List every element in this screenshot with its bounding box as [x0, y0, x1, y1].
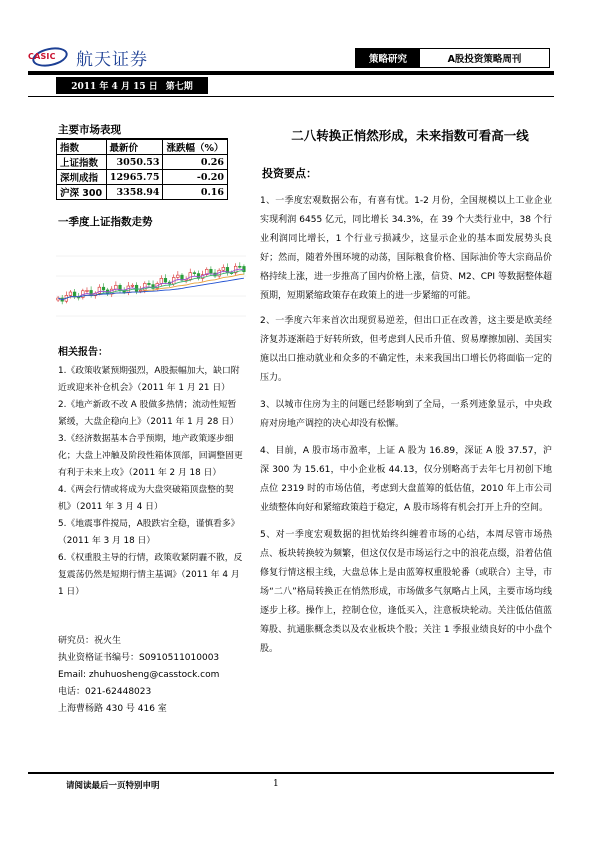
index-name: 深圳成指: [57, 170, 107, 185]
email-link[interactable]: Email: zhuhuosheng@casstock.com: [58, 670, 220, 680]
report-headline: 二八转换正悄然形成，未来指数可看高一线: [291, 128, 529, 143]
analyst-contact: [58, 633, 248, 718]
candle-body: [102, 287, 105, 290]
candle-body: [139, 290, 142, 291]
company-logo: [28, 44, 148, 70]
date-bar: [56, 77, 208, 94]
disclaimer-note: 请阅读最后一页特别申明: [66, 781, 160, 791]
license-number: 执业资格证书编号：S0910511010003: [58, 653, 220, 663]
index-price: 3358.94: [106, 185, 163, 200]
candle-body: [69, 292, 72, 295]
candle-body: [148, 283, 151, 284]
candle-body: [189, 273, 192, 280]
candle-body: [193, 273, 196, 274]
market-section-title: 主要市场表现: [58, 124, 121, 136]
table-row: [57, 155, 228, 170]
index-name: 沪深 300: [57, 185, 107, 200]
report-body: [260, 192, 552, 665]
related-report-item: 2.《地产新政不改 A 股做多热情；流动性短暂紧缓，大盘企稳向上》（2011 年 1 月 28 日）: [58, 400, 239, 427]
related-report-item: 1.《政策收紧预期强烈，A股振幅加大，缺口附近或迎来补仓机会》（2011 年 1 月 21 日）: [58, 366, 240, 393]
candle-body: [115, 285, 118, 289]
market-table: [56, 138, 228, 200]
related-report-item: 3.《经济数据基本合乎预期，地产政策逐步细化；大盘上冲触及阶段性箱体顶部，回调整固更有利于未来上攻》（2011 年 2 月 18 日）: [58, 434, 243, 478]
candle-body: [131, 285, 134, 286]
related-reports: [58, 344, 243, 601]
related-report-item: 5.《地震事件搅局，A股跌宕全稳，谨慎看多》（2011 年 3 月 18 日）: [58, 519, 240, 546]
table-row: [57, 185, 228, 200]
researcher-name: 研究员：祝火生: [58, 636, 122, 646]
report-tag: 策略研究: [356, 49, 420, 67]
column-header: 最新价: [106, 139, 163, 155]
candle-body: [86, 290, 89, 291]
candle-body: [222, 267, 225, 270]
ma30-line: [58, 278, 244, 299]
table-row: [57, 170, 228, 185]
table-header-row: [57, 139, 228, 155]
index-candlestick-chart: [56, 236, 246, 336]
investment-points-title: 投资要点：: [262, 167, 317, 180]
body-paragraph: 4、目前，A 股市场市盈率，上证 A 股为 16.89，深证 A 股 37.57，沪深 300 为 15.61，中小企业板 44.13，仅分别略高于去年七月初创下地点位 2319 时的市场估值，考虑到大盘蓝筹的低估值，2010 年上市公司业绩整体向好和紧缩政策趋于稳定，A 股市场将有机会打开上升的空间。: [260, 446, 552, 513]
body-paragraph: 1、一季度宏观数据公布，有喜有忧。1-2 月份，全国规模以上工业企业实现利润 6455 亿元，同比增长 34.3%，在 39 个大类行业中，38 个行业利润同比增长，1 个行业亏损减少，这显示企业的基本面发展势头良好；然而，随着外围环境的动荡，国际粮食价格、国际油价等大宗商品价格持续上涨，进一步推高了国内价格上涨，信贷、M2、CPI 等数据整体超预期，短期紧缩政策存在政策上的进一步紧缩的可能。: [260, 196, 552, 301]
column-header: 涨跌幅（%）: [163, 139, 228, 155]
office-address: 上海曹杨路 430 号 416 室: [58, 704, 167, 714]
body-paragraph: 2、一季度六年来首次出现贸易逆差，但出口正在改善，这主要是欧美经济复苏逐渐趋于好转所致，但考虑到人民币升值、贸易摩擦加剧、美国实施以出口推动就业和众多的不确定性，未来我国出口增长仍将面临一定的压力。: [260, 316, 552, 383]
report-type-box: [355, 48, 550, 68]
index-price: 12965.75: [106, 170, 163, 185]
issue-number: 第七期: [165, 82, 193, 92]
column-header: 指数: [57, 139, 107, 155]
index-change: 0.16: [163, 185, 228, 200]
chart-title: 一季度上证指数走势: [58, 216, 153, 228]
report-series: A股投资策略周刊: [447, 54, 522, 65]
brand-name: 航天证券: [76, 49, 148, 70]
candle-body: [160, 278, 163, 283]
candle-body: [164, 278, 167, 282]
header-rule-thin: [28, 96, 554, 97]
body-paragraph: 5、对一季度宏观数据的担忧始终纠缠着市场的心结，本周尽管市场热点、板块转换较为频繁，但这仅仅是市场运行之中的浪花点缀，沿着估值修复行情这根主线，大盘总体上是由蓝筹权重股轮番（或联合）主导，市场“二八”格局转换正在悄然形成，市场做多气氛略占上风，主要市场均线逐步上移。操作上，控制仓位，逢低买入，注意板块轮动。关注低估值蓝筹股、抗通胀概念类以及农业板块个股；关注 1 季报业绩良好的中小盘个股。: [260, 530, 552, 654]
index-name: 上证指数: [57, 155, 107, 170]
related-report-item: 6.《权重股主导的行情，政策收紧阴霾不散，反复震荡仍然是短期行情主基调》（2011 年 4 月 1 日）: [58, 553, 243, 597]
candle-body: [210, 269, 213, 273]
candle-body: [135, 285, 138, 291]
report-date: 2011 年 4 月 15 日: [71, 82, 158, 92]
related-reports-title: 相关报告：: [58, 347, 108, 358]
casic-emblem-icon: CASIC: [28, 46, 72, 68]
page-number: 1: [273, 779, 279, 789]
index-change: 0.26: [163, 155, 228, 170]
candle-body: [73, 292, 76, 297]
header-rule: [28, 71, 554, 75]
phone-number: 电话：021-62448023: [58, 687, 152, 697]
index-change: -0.20: [163, 170, 228, 185]
body-paragraph: 3、以城市住房为主的问题已经影响到了全局，一系列迹象显示，中央政府对房地产调控的决心却没有松懈。: [260, 400, 552, 429]
candle-body: [238, 266, 241, 267]
related-report-item: 4.《两会行情或将成为大盘突破箱顶盘整的契机》（2011 年 3 月 4 日）: [58, 485, 234, 512]
index-price: 3050.53: [106, 155, 163, 170]
footer-rule: [28, 772, 554, 774]
candle-body: [177, 275, 180, 277]
